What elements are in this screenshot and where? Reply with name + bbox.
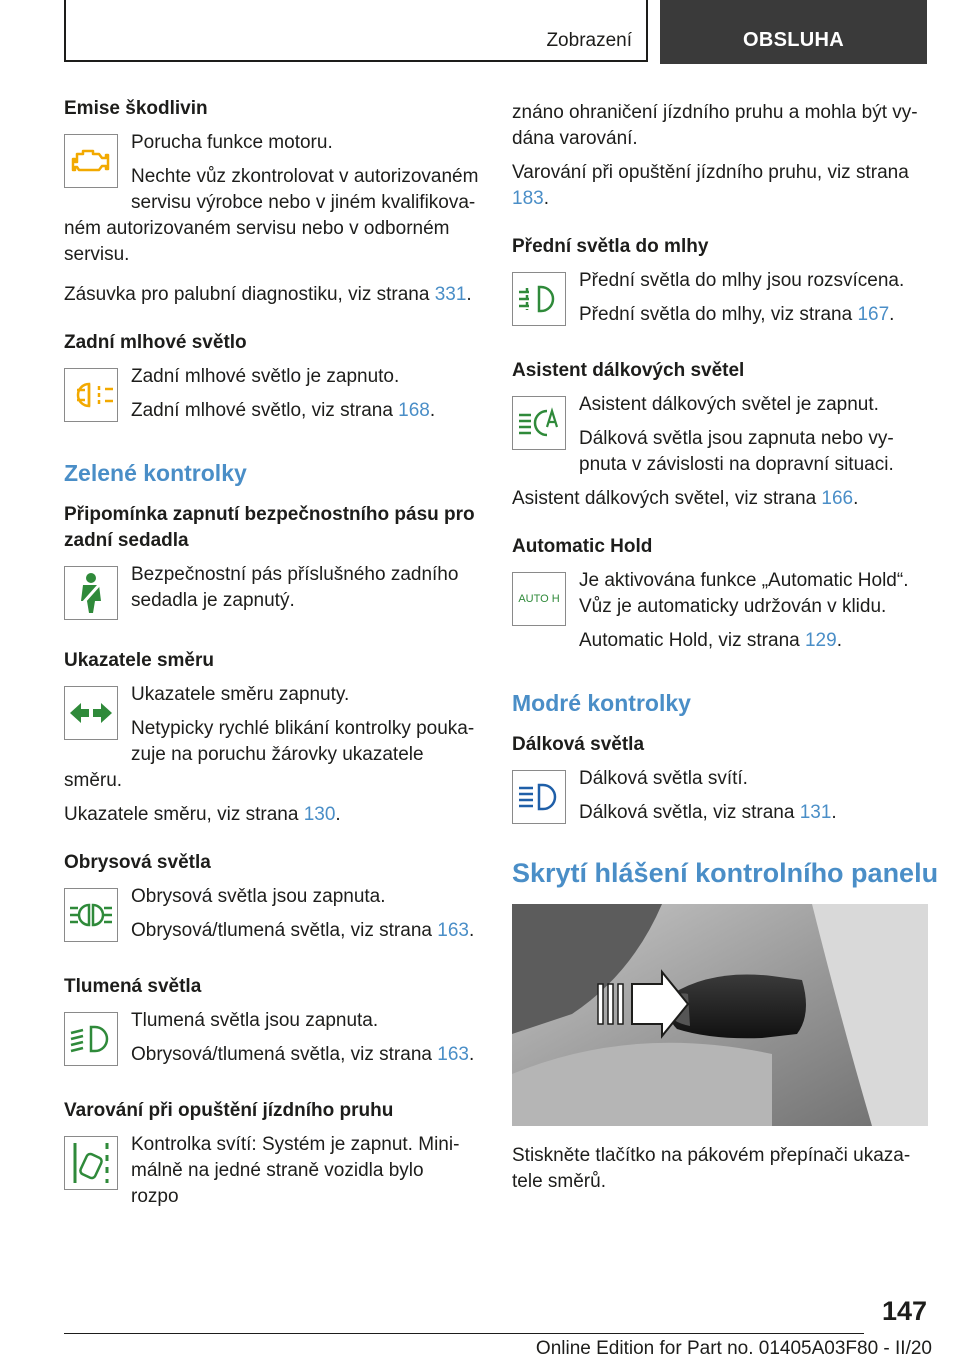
header-section-title: Zobrazení	[546, 30, 632, 51]
page-link[interactable]: 166	[821, 488, 854, 509]
low-beam-icon	[64, 1012, 118, 1066]
entry-emise	[64, 96, 479, 308]
entry-reference: Obrysová/tlumená světla, viz strana 163.	[131, 1044, 475, 1065]
entry-varovani-continued	[512, 100, 930, 212]
entry-text: Ukazatele směru zapnuty.	[131, 684, 350, 705]
entry-title: Zadní mlhové světlo	[64, 332, 247, 353]
entry-text: Je aktivována funkce „Automatic Hold“. Vůz je automaticky udržován v klidu.	[579, 570, 909, 617]
entry-text: Bezpečnostní pás příslušného zadního sedadla je zapnutý.	[131, 564, 459, 611]
header-chapter-box	[660, 0, 927, 64]
entry-zadni-mlhove	[64, 330, 479, 432]
high-beam-icon	[512, 770, 566, 824]
entry-hold	[512, 534, 930, 662]
parking-light-icon	[64, 888, 118, 942]
page-link[interactable]: 167	[857, 304, 890, 325]
entry-text: Kontrolka svítí: Systém je zapnut. Minimálně na jedné straně vozidla bylo rozpo	[131, 1134, 460, 1207]
entry-varovani	[64, 1098, 479, 1218]
header-section-box	[64, 0, 648, 62]
auto-hold-icon	[512, 572, 566, 626]
section-heading-blue: Modré kontrolky	[512, 690, 691, 716]
entry-title: Dálková světla	[512, 734, 645, 755]
entry-title: Tlumená světla	[64, 976, 202, 997]
high-beam-assistant-icon	[512, 396, 566, 450]
entry-reference: Obrysová/tlumená světla, viz strana 163.	[131, 920, 475, 941]
auto-hold-icon-label: AUTO H	[518, 593, 560, 605]
page-link[interactable]: 129	[804, 630, 837, 651]
entry-reference: Zásuvka pro palubní diagnostiku, viz strana 331.	[64, 284, 472, 305]
page-link[interactable]: 331	[434, 284, 467, 305]
indicator-stalk-photo	[512, 904, 928, 1126]
entry-text: Asistent dálkových světel je zapnut.	[579, 394, 879, 415]
engine-warning-icon	[64, 134, 118, 188]
entry-text: znáno ohraničení jízdního pruhu a mohla být vydána varování.	[512, 102, 918, 149]
page-link[interactable]: 183	[512, 188, 544, 209]
entry-reference: Varování při opuštění jízdního pruhu, viz strana 183.	[512, 162, 909, 209]
section-heading-green: Zelené kontrolky	[64, 460, 247, 486]
entry-reference: Ukazatele směru, viz strana 130.	[64, 804, 341, 825]
entry-reference: Asistent dálkových světel, viz strana 166.	[512, 488, 859, 509]
entry-title: Ukazatele směru	[64, 650, 214, 671]
edition-note: Online Edition for Part no. 01405A03F80 - II/20	[535, 1338, 932, 1359]
entry-text: Přední světla do mlhy jsou rozsvícena.	[579, 270, 905, 291]
entry-reference: Automatic Hold, viz strana 129.	[579, 630, 842, 651]
entry-dalkova	[512, 732, 930, 834]
rear-fog-light-icon	[64, 368, 118, 422]
header-chapter-title: OBSLUHA	[743, 29, 844, 51]
entry-title: Připomínka zapnutí bezpečnostního pásu pro zadní sedadla	[64, 504, 475, 551]
entry-reference: Zadní mlhové světlo, viz strana 168.	[131, 400, 436, 421]
footer-divider	[64, 1333, 864, 1334]
entry-title: Přední světla do mlhy	[512, 236, 709, 257]
entry-reference: Přední světla do mlhy, viz strana 167.	[579, 304, 895, 325]
entry-text: Netypicky rychlé blikání kontrolky poukazuje na poruchu žárovky ukazatele směru.	[64, 718, 475, 791]
entry-title: Obrysová světla	[64, 852, 211, 873]
entry-title: Varování při opuštění jízdního pruhu	[64, 1100, 394, 1121]
entry-obrys	[64, 850, 479, 952]
entry-title: Emise škodlivin	[64, 98, 208, 119]
entry-title: Asistent dálkových světel	[512, 360, 745, 381]
entry-text: Tlumená světla jsou zapnuta.	[131, 1010, 379, 1031]
page-link[interactable]: 168	[398, 400, 430, 421]
section-heading-hide-messages: Skrytí hlášení kontrolního panelu	[512, 858, 939, 888]
left-column	[64, 96, 479, 1240]
entry-text: Porucha funkce motoru.	[131, 132, 333, 153]
entry-text: Dálková světla jsou zapnuta nebo vypnuta v závislosti na dopravní situaci.	[579, 428, 894, 475]
entry-pas	[64, 502, 479, 626]
entry-tlumena	[64, 974, 479, 1076]
seatbelt-icon	[64, 566, 118, 620]
right-column	[512, 100, 939, 1203]
page-header	[64, 0, 927, 62]
page-link[interactable]: 163	[437, 1044, 469, 1065]
page-number: 147	[881, 1296, 927, 1326]
entry-text: Nechte vůz zkontrolovat v autorizovaném servisu výrobce nebo v jiném kvalifikovaném autorizovaném servisu nebo v odborném servisu.	[64, 166, 479, 265]
entry-reference: Dálková světla, viz strana 131.	[579, 802, 837, 823]
front-fog-light-icon	[512, 272, 566, 326]
entry-mlhy	[512, 234, 930, 336]
entry-text: Zadní mlhové světlo je zapnuto.	[131, 366, 400, 387]
entry-text: Stiskněte tlačítko na pákovém přepínači ukazatele směrů.	[512, 1145, 911, 1192]
entry-smer	[64, 648, 479, 828]
turn-signal-icon	[64, 686, 118, 740]
entry-text: Dálková světla svítí.	[579, 768, 748, 789]
page-link[interactable]: 163	[437, 920, 469, 941]
entry-asistent	[512, 358, 930, 512]
entry-text: Obrysová světla jsou zapnuta.	[131, 886, 386, 907]
lane-departure-icon	[64, 1136, 118, 1190]
page-link[interactable]: 130	[303, 804, 336, 825]
page-link[interactable]: 131	[799, 802, 832, 823]
entry-title: Automatic Hold	[512, 536, 653, 557]
